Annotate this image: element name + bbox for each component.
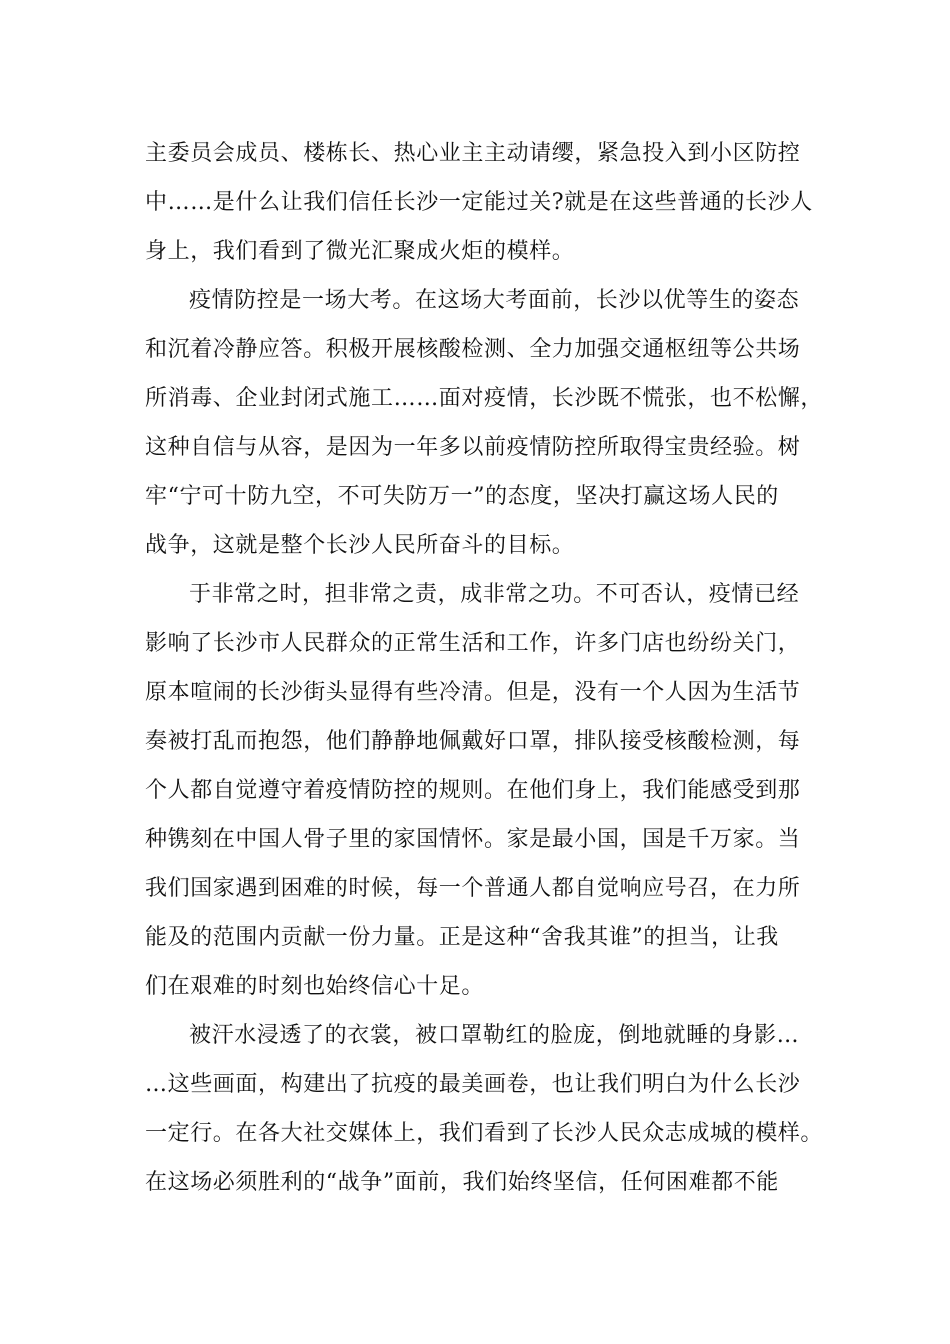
text-line: 所消毒、企业封闭式施工……面对疫情，长沙既不慌张，也不松懈， <box>145 386 824 411</box>
text-line: 我们国家遇到困难的时候，每一个普通人都自觉响应号召，在力所 <box>145 876 801 901</box>
text-line: 身上，我们看到了微光汇聚成火炬的模样。 <box>145 239 575 264</box>
text-line: 牢“宁可十防九空，不可失防万一”的态度，坚决打赢这场人民的 <box>145 484 779 509</box>
text-line: 主委员会成员、楼栋长、热心业主主动请缨，紧急投入到小区防控 <box>145 141 801 166</box>
body-text <box>145 129 825 1207</box>
text-line: 奏被打乱而抱怨，他们静静地佩戴好口罩，排队接受核酸检测，每 <box>145 729 801 754</box>
text-line: 被汗水浸透了的衣裳，被口罩勒红的脸庞，倒地就睡的身影… <box>189 1023 800 1048</box>
text-line: 一定行。在各大社交媒体上，我们看到了长沙人民众志成城的模样。 <box>145 1121 824 1146</box>
text-line: 疫情防控是一场大考。在这场大考面前，长沙以优等生的姿态 <box>189 288 800 313</box>
text-line: 和沉着冷静应答。积极开展核酸检测、全力加强交通枢纽等公共场 <box>145 337 801 362</box>
text-line: 种镌刻在中国人骨子里的家国情怀。家是最小国，国是千万家。当 <box>145 827 801 852</box>
text-line: 战争，这就是整个长沙人民所奋斗的目标。 <box>145 533 575 558</box>
text-line: 原本喧闹的长沙街头显得有些冷清。但是，没有一个人因为生活节 <box>145 680 801 705</box>
text-line: 能及的范围内贡献一份力量。正是这种“舍我其谁”的担当，让我 <box>145 925 779 950</box>
text-line: 个人都自觉遵守着疫情防控的规则。在他们身上，我们能感受到那 <box>145 778 801 803</box>
text-line: 这种自信与从容，是因为一年多以前疫情防控所取得宝贵经验。树 <box>145 435 801 460</box>
text-line: …这些画面，构建出了抗疫的最美画卷，也让我们明白为什么长沙 <box>145 1072 801 1097</box>
text-line: 中……是什么让我们信任长沙一定能过关?就是在这些普通的长沙人 <box>145 190 813 215</box>
text-line: 影响了长沙市人民群众的正常生活和工作，许多门店也纷纷关门， <box>145 631 801 656</box>
text-line: 们在艰难的时刻也始终信心十足。 <box>145 974 485 999</box>
text-line: 于非常之时，担非常之责，成非常之功。不可否认，疫情已经 <box>189 582 800 607</box>
text-line: 在这场必须胜利的“战争”面前，我们始终坚信，任何困难都不能 <box>145 1170 779 1195</box>
